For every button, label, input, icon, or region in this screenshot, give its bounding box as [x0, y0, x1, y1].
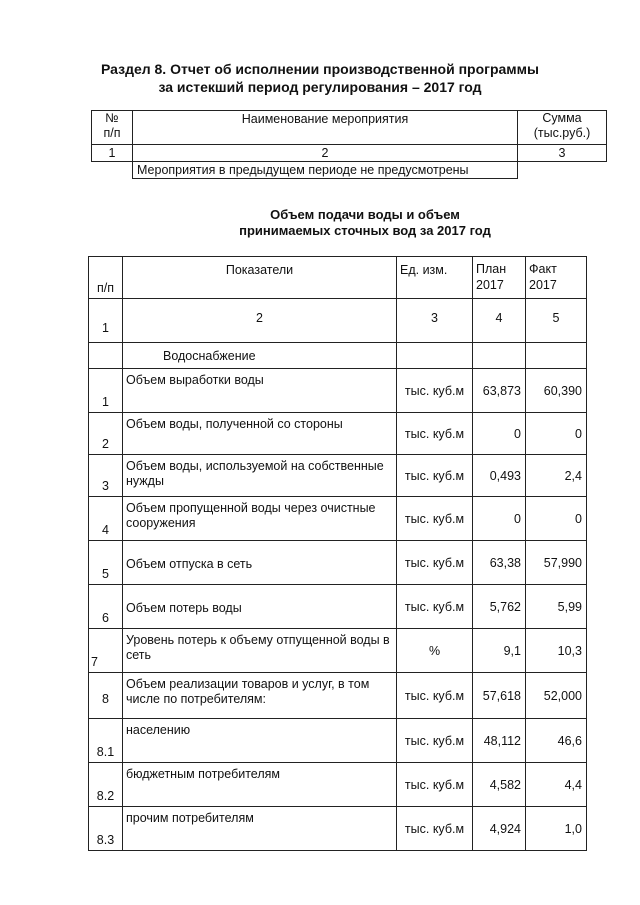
note-cell: Мероприятия в предыдущем периоде не предусмотрены	[133, 162, 518, 179]
table-header-row	[89, 257, 587, 299]
section-title-line-1: Раздел 8. Отчет об исполнении производственной программы	[101, 61, 539, 77]
row-name: Объем воды, используемой на собственные нужды	[123, 455, 397, 497]
empty-cell	[89, 343, 123, 369]
row-plan: 57,618	[473, 673, 526, 719]
empty-cell	[92, 162, 133, 179]
index-cell: 2	[133, 145, 518, 162]
table-row	[89, 541, 587, 585]
row-plan: 48,112	[473, 719, 526, 763]
row-plan: 4,582	[473, 763, 526, 807]
row-unit: тыс. куб.м	[397, 763, 473, 807]
row-unit: тыс. куб.м	[397, 541, 473, 585]
header-num: № п/п	[92, 111, 133, 145]
empty-cell	[526, 343, 587, 369]
volume-title-line-2: принимаемых сточных вод за 2017 год	[239, 223, 491, 238]
index-cell: 5	[526, 299, 587, 343]
header-sum: Сумма (тыс.руб.)	[518, 111, 607, 145]
row-num: 4	[89, 497, 123, 541]
row-unit: тыс. куб.м	[397, 497, 473, 541]
row-name: населению	[123, 719, 397, 763]
row-num: 5	[89, 541, 123, 585]
row-name: Объем выработки воды	[123, 369, 397, 413]
table-row	[92, 162, 607, 179]
table-row	[89, 497, 587, 541]
row-plan: 4,924	[473, 807, 526, 851]
section-label: Водоснабжение	[123, 343, 397, 369]
row-plan: 5,762	[473, 585, 526, 629]
row-fact: 57,990	[526, 541, 587, 585]
table-header-row	[92, 111, 607, 145]
row-num: 6	[89, 585, 123, 629]
empty-cell	[397, 343, 473, 369]
row-name: Уровень потерь к объему отпущенной воды в сеть	[123, 629, 397, 673]
row-num: 8.3	[89, 807, 123, 851]
row-unit: тыс. куб.м	[397, 719, 473, 763]
row-plan: 0,493	[473, 455, 526, 497]
table-row	[89, 629, 587, 673]
row-fact: 4,4	[526, 763, 587, 807]
row-unit: тыс. куб.м	[397, 369, 473, 413]
header-plan: План 2017	[473, 257, 526, 299]
header-unit: Ед. изм.	[397, 257, 473, 299]
row-name: Объем потерь воды	[123, 585, 397, 629]
program-execution-table	[91, 110, 607, 179]
row-unit: тыс. куб.м	[397, 455, 473, 497]
index-cell: 1	[89, 299, 123, 343]
row-unit: тыс. куб.м	[397, 807, 473, 851]
row-fact: 60,390	[526, 369, 587, 413]
row-name: Объем воды, полученной со стороны	[123, 413, 397, 455]
empty-cell	[473, 343, 526, 369]
table-row	[89, 455, 587, 497]
index-cell: 3	[518, 145, 607, 162]
row-plan: 63,873	[473, 369, 526, 413]
header-num: п/п	[89, 257, 123, 299]
row-unit: тыс. куб.м	[397, 413, 473, 455]
header-name: Наименование мероприятия	[133, 111, 518, 145]
index-cell: 3	[397, 299, 473, 343]
row-fact: 5,99	[526, 585, 587, 629]
water-volume-table	[88, 256, 587, 851]
row-fact: 0	[526, 413, 587, 455]
row-fact: 52,000	[526, 673, 587, 719]
row-name: бюджетным потребителям	[123, 763, 397, 807]
row-fact: 0	[526, 497, 587, 541]
row-num: 2	[89, 413, 123, 455]
empty-cell	[518, 162, 607, 179]
row-name: Объем реализации товаров и услуг, в том числе по потребителям:	[123, 673, 397, 719]
row-plan: 0	[473, 497, 526, 541]
row-num: 3	[89, 455, 123, 497]
row-num: 8	[89, 673, 123, 719]
table-row	[89, 673, 587, 719]
row-num: 7	[89, 629, 123, 673]
table-row	[89, 807, 587, 851]
table-row	[89, 585, 587, 629]
section-row	[89, 343, 587, 369]
row-name: Объем пропущенной воды через очистные сооружения	[123, 497, 397, 541]
header-name: Показатели	[123, 257, 397, 299]
row-num: 8.2	[89, 763, 123, 807]
header-fact: Факт 2017	[526, 257, 587, 299]
table-index-row	[92, 145, 607, 162]
row-plan: 63,38	[473, 541, 526, 585]
row-fact: 1,0	[526, 807, 587, 851]
row-fact: 2,4	[526, 455, 587, 497]
row-plan: 0	[473, 413, 526, 455]
row-num: 1	[89, 369, 123, 413]
table-row	[89, 413, 587, 455]
index-cell: 2	[123, 299, 397, 343]
table-row	[89, 719, 587, 763]
row-name: Объем отпуска в сеть	[123, 541, 397, 585]
index-cell: 4	[473, 299, 526, 343]
index-cell: 1	[92, 145, 133, 162]
table-index-row	[89, 299, 587, 343]
section-title-line-2: за истекший период регулирования – 2017 год	[158, 79, 482, 95]
row-fact: 10,3	[526, 629, 587, 673]
row-plan: 9,1	[473, 629, 526, 673]
row-unit: тыс. куб.м	[397, 585, 473, 629]
volume-title-line-1: Объем подачи воды и объем	[270, 207, 460, 222]
table-row	[89, 763, 587, 807]
row-name: прочим потребителям	[123, 807, 397, 851]
table-row	[89, 369, 587, 413]
row-unit: тыс. куб.м	[397, 673, 473, 719]
row-fact: 46,6	[526, 719, 587, 763]
row-unit: %	[397, 629, 473, 673]
row-num: 8.1	[89, 719, 123, 763]
